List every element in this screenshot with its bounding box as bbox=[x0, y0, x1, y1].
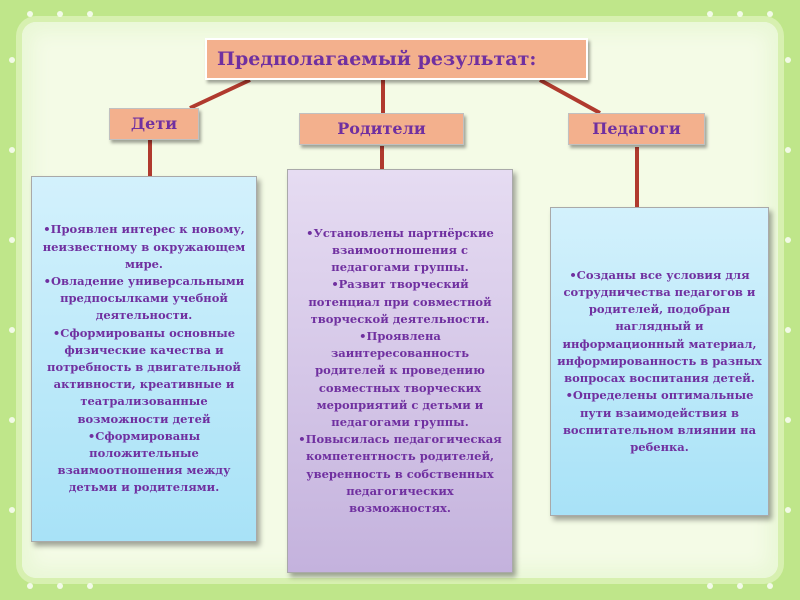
teachers-item: •Созданы все условия для сотрудничества педагогов и родителей, подобран наглядный и информационный материал, информированность в разных вопросах воспитания детей. bbox=[557, 267, 762, 386]
children-item: •Сформированы положительные взаимоотношения между детьми и родителями. bbox=[57, 428, 231, 495]
teachers-heading: Педагоги bbox=[568, 113, 705, 145]
children-item: •Овладение универсальными предпосылками учебной деятельности. bbox=[43, 273, 245, 323]
result-header: Предполагаемый результат: bbox=[205, 38, 588, 80]
children-item: •Проявлен интерес к новому, неизвестному в окружающем мире. bbox=[42, 222, 246, 271]
teachers-item: •Определены оптимальные пути взаимодействия в воспитательном влиянии на ребенка. bbox=[562, 388, 757, 454]
children-results-box bbox=[31, 176, 257, 542]
parents-item: •Развит творческий потенциал при совместной творческой деятельности. bbox=[308, 277, 492, 326]
children-heading: Дети bbox=[109, 108, 199, 140]
parents-item: •Повысилась педагогическая компетентность родителей, уверенность в собственных педагогических возможностях. bbox=[298, 432, 502, 516]
parents-item: •Установлены партнёрские взаимоотношения с педагогами группы. bbox=[306, 225, 494, 275]
parents-heading: Родители bbox=[299, 113, 464, 145]
connector-to-teachers bbox=[540, 80, 600, 113]
connector-to-children bbox=[190, 80, 250, 108]
teachers-results-box bbox=[550, 207, 769, 516]
parents-item: •Проявлена заинтересованность родителей к проведению совместных творческих мероприятий с детьми и педагогами группы. bbox=[315, 328, 485, 429]
children-item: •Сформированы основные физические качества и потребность в двигательной активности, креативные и театрализованные возможности детей bbox=[47, 325, 241, 426]
parents-results-box bbox=[287, 169, 513, 573]
